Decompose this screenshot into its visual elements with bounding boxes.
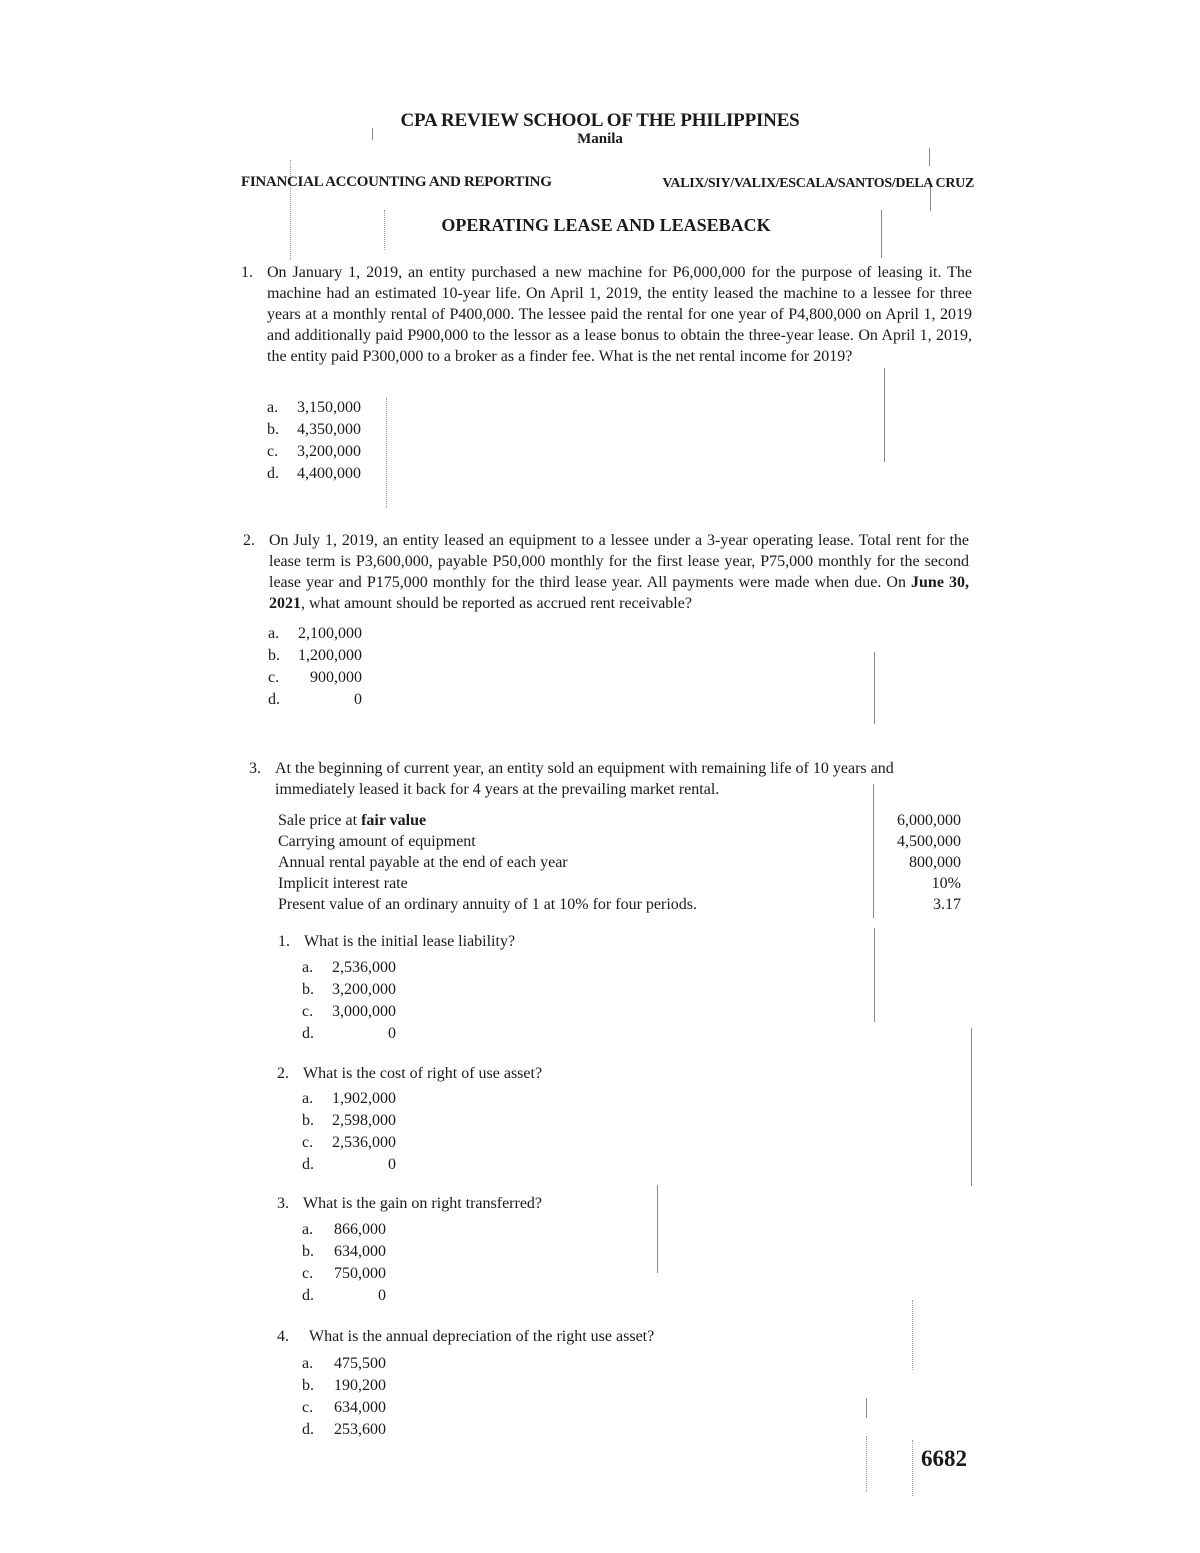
choice-a[interactable] [267,397,361,419]
choice-letter: a. [302,1090,314,1107]
choice-letter: b. [268,647,280,664]
choice-b[interactable] [268,645,362,667]
choice-c[interactable] [268,667,362,689]
sub-question-text: What is the gain on right transferred? [303,1195,543,1212]
choice-b[interactable] [267,419,361,441]
choice-letter: c. [268,669,280,686]
scan-artifact [874,652,875,724]
choice-letter: d. [302,1421,314,1438]
given-row [278,894,961,915]
choice-d[interactable] [302,1285,386,1307]
choice-c[interactable] [302,1397,386,1419]
given-value: 10% [931,875,961,892]
choice-value: 4,350,000 [297,421,361,438]
choice-c[interactable] [302,1132,396,1154]
page-number: 6682 [921,1446,967,1471]
choice-c[interactable] [302,1263,386,1285]
choice-value: 0 [388,1025,396,1042]
choice-letter: a. [302,1355,314,1372]
choice-value: 3,200,000 [332,981,396,998]
choice-d[interactable] [302,1023,396,1045]
choice-letter: d. [302,1025,314,1042]
given-label-text: Sale price at [278,812,362,829]
choice-letter: b. [302,1377,314,1394]
choice-b[interactable] [302,1375,386,1397]
choice-letter: d. [268,691,280,708]
given-value: 800,000 [909,854,961,871]
given-label: Implicit interest rate [278,875,408,892]
sub-question-text: What is the annual depreciation of the right use asset? [309,1328,655,1345]
question-text: On January 1, 2019, an entity purchased a new machine for P6,000,000 for the purpose of leasing it. The machine had an estimated 10-year life. On April 1, 2019, the entity leased the machine to a lessee for three years at a monthly rental of P400,000. The lessee paid the rental for one year of P4,800,000 on April 1, 2019 and additionally paid P900,000 to the lessor as a lease bonus to obtain the three-year lease. On April 1, 2019, the entity paid P300,000 to a broker as a finder fee. What is the net rental income for 2019? [267,264,972,365]
school-city: Manila [577,131,623,147]
choice-letter: b. [267,421,279,438]
choice-value: 2,598,000 [332,1112,396,1129]
given-row [278,873,961,894]
choice-value: 0 [354,691,362,708]
sub-question-text: What is the cost of right of use asset? [303,1065,543,1082]
choice-value: 634,000 [334,1399,386,1416]
choice-value: 2,536,000 [332,1134,396,1151]
question-text: At the beginning of current year, an entity sold an equipment with remaining life of 10 years and immediately leased it back for 4 years at the prevailing market rental. [275,760,894,798]
choice-letter: c. [267,443,279,460]
choice-d[interactable] [302,1154,396,1176]
choice-value: 1,902,000 [332,1090,396,1107]
sub-question-1 [278,931,515,952]
choice-value: 190,200 [334,1377,386,1394]
choice-a[interactable] [302,1219,386,1241]
sub-question-2-choices [302,1088,396,1176]
subject-title: FINANCIAL ACCOUNTING AND REPORTING [241,174,552,190]
choice-d[interactable] [267,463,361,485]
sub-question-number: 2. [277,1065,289,1082]
choice-a[interactable] [302,1353,386,1375]
choice-value: 866,000 [334,1221,386,1238]
sub-question-number: 1. [278,933,290,950]
choice-letter: a. [268,625,280,642]
given-label: Annual rental payable at the end of each year [278,854,568,871]
sub-question-text: What is the initial lease liability? [304,933,516,950]
sub-question-4 [277,1326,654,1347]
sub-question-number: 3. [277,1195,289,1212]
sub-question-3 [277,1193,542,1214]
choice-value: 0 [388,1156,396,1173]
choice-d[interactable] [302,1419,386,1441]
topic-title: OPERATING LEASE AND LEASEBACK [441,215,771,235]
choice-letter: d. [267,465,279,482]
choice-value: 750,000 [334,1265,386,1282]
choice-letter: b. [302,1243,314,1260]
question-1-choices [267,397,361,485]
question-number: 1. [241,264,253,281]
choice-b[interactable] [302,1110,396,1132]
given-row [278,831,961,852]
choice-a[interactable] [302,957,396,979]
school-name: CPA REVIEW SCHOOL OF THE PHILIPPINES [400,110,800,131]
question-text [269,530,969,614]
given-label: Present value of an ordinary annuity of 1 at 10% for four periods. [278,896,697,913]
choice-letter: a. [302,959,314,976]
choice-letter: a. [302,1221,314,1238]
scan-artifact [929,148,930,166]
choice-value: 3,000,000 [332,1003,396,1020]
sub-question-3-choices [302,1219,386,1307]
question-number: 2. [243,532,255,549]
question-2-choices [268,623,362,711]
sub-question-2 [277,1063,542,1084]
given-value: 6,000,000 [897,812,961,829]
choice-c[interactable] [267,441,361,463]
given-value: 3.17 [933,896,961,913]
given-row [278,852,961,873]
choice-c[interactable] [302,1001,396,1023]
scan-artifact [971,1028,972,1186]
scan-artifact [657,1185,658,1273]
question-number: 3. [249,760,261,777]
scan-artifact [912,1300,914,1370]
given-label: Carrying amount of equipment [278,833,476,850]
authors: VALIX/SIY/VALIX/ESCALA/SANTOS/DELA CRUZ [662,176,974,191]
choice-d[interactable] [268,689,362,711]
question-1 [241,262,972,367]
scan-artifact [866,1436,868,1492]
choice-letter: a. [267,399,279,416]
question-text-emphasis: June 30, 2021 [269,574,969,612]
choice-letter: c. [302,1399,314,1416]
choice-letter: d. [302,1287,314,1304]
given-label-emphasis: fair value [361,812,427,829]
choice-value: 1,200,000 [298,647,362,664]
question-3 [249,758,961,800]
choice-value: 3,150,000 [297,399,361,416]
scan-artifact [386,398,388,508]
sub-question-number: 4. [277,1328,289,1345]
choice-letter: b. [302,981,314,998]
choice-value: 0 [378,1287,386,1304]
question-text-part: On July 1, 2019, an entity leased an equipment to a lessee under a 3-year operating lease. Total rent for the lease term is P3,600,000, payable P50,000 monthly for the first lease year, P75,000 monthly for the second lease year and P175,000 monthly for the third lease year. All payments were made when due. On [269,532,969,591]
choice-a[interactable] [302,1088,396,1110]
choice-value: 634,000 [334,1243,386,1260]
choice-value: 3,200,000 [297,443,361,460]
question-2 [243,530,969,614]
given-row [278,810,961,831]
sub-question-4-choices [302,1353,386,1441]
choice-value: 2,100,000 [298,625,362,642]
scan-artifact [884,368,885,462]
choice-value: 2,536,000 [332,959,396,976]
choice-value: 475,500 [334,1355,386,1372]
choice-letter: c. [302,1003,314,1020]
given-value: 4,500,000 [897,833,961,850]
scan-artifact [874,928,875,1022]
scan-artifact [912,1440,914,1496]
given-data-table [278,810,961,915]
choice-letter: b. [302,1112,314,1129]
choice-value: 4,400,000 [297,465,361,482]
choice-value: 253,600 [334,1421,386,1438]
choice-b[interactable] [302,1241,386,1263]
given-label [278,810,426,831]
choice-value: 900,000 [310,669,362,686]
choice-a[interactable] [268,623,362,645]
choice-letter: c. [302,1265,314,1282]
sub-question-1-choices [302,957,396,1045]
choice-letter: d. [302,1156,314,1173]
choice-letter: c. [302,1134,314,1151]
scan-artifact [866,1398,867,1418]
question-text-part: , what amount should be reported as accrued rent receivable? [301,595,692,612]
choice-b[interactable] [302,979,396,1001]
